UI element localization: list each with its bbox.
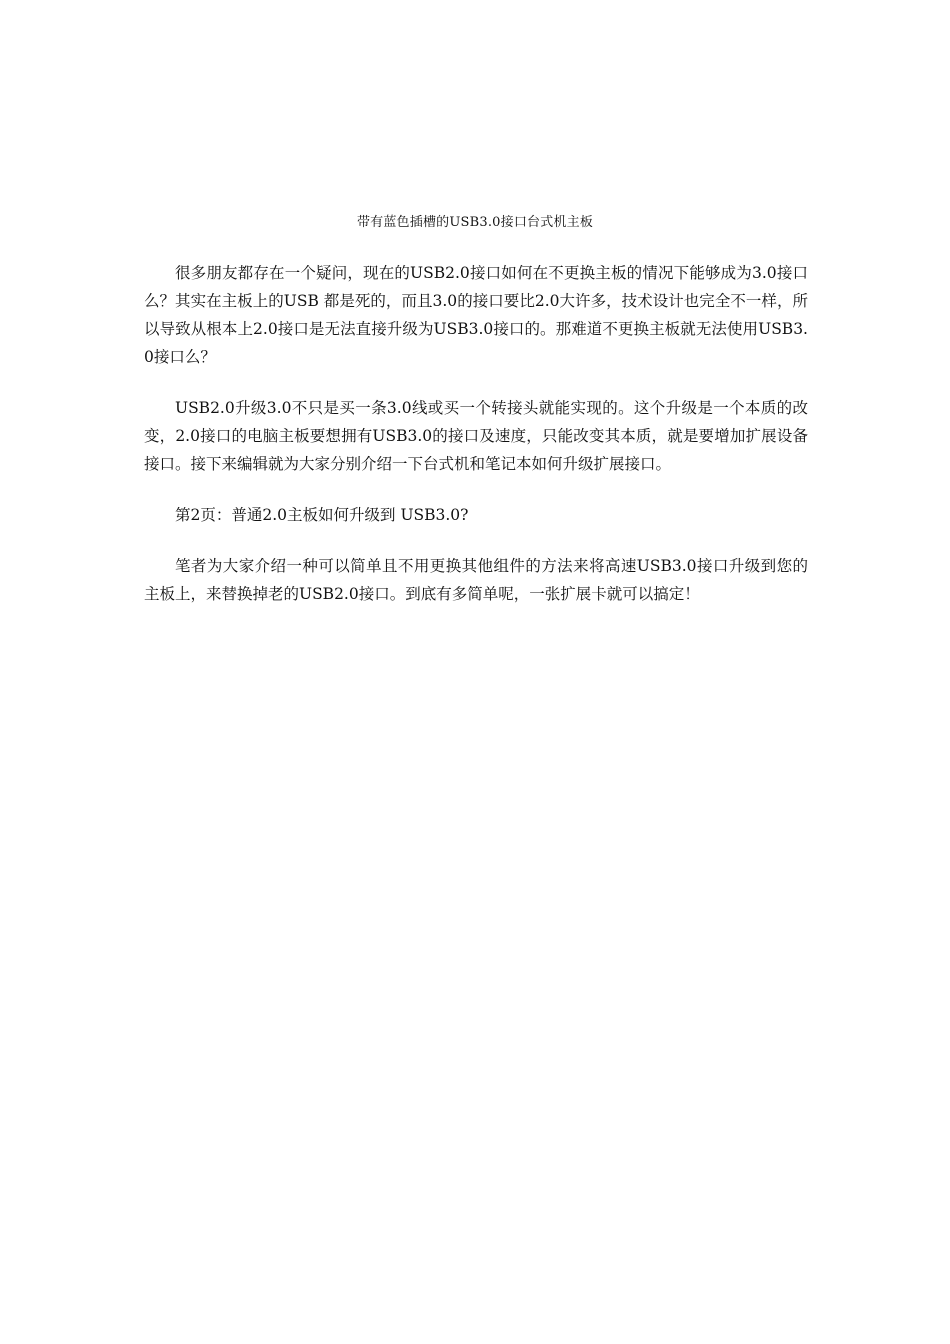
article-body bbox=[144, 259, 808, 631]
paragraph-upgrade-explanation: USB2.0升级3.0不只是买一条3.0线或买一个转接头就能实现的。这个升级是一个本质的改变，2.0接口的电脑主板要想拥有USB3.0的接口及速度，只能改变其本质，就是要增加扩展设备接口。接下来编辑就为大家分别介绍一下台式机和笔记本如何升级扩展接口。 bbox=[144, 399, 808, 473]
paragraph-expansion-card: 笔者为大家介绍一种可以简单且不用更换其他组件的方法来将高速USB3.0接口升级到您的主板上，来替换掉老的USB2.0接口。到底有多简单呢，一张扩展卡就可以搞定！ bbox=[144, 557, 808, 603]
paragraph-page-heading: 第2页：普通2.0主板如何升级到 USB3.0? bbox=[175, 506, 469, 524]
image-caption: 带有蓝色插槽的USB3.0接口台式机主板 bbox=[356, 215, 594, 230]
paragraph-intro: 很多朋友都存在一个疑问，现在的USB2.0接口如何在不更换主板的情况下能够成为3.0接口么？其实在主板上的USB 都是死的，而且3.0的接口要比2.0大许多，技术设计也完全不一样，所以导致从根本上2.0接口是无法直接升级为USB3.0接口的。那难道不更换主板就无法使用USB3.0接口么？ bbox=[144, 264, 808, 366]
